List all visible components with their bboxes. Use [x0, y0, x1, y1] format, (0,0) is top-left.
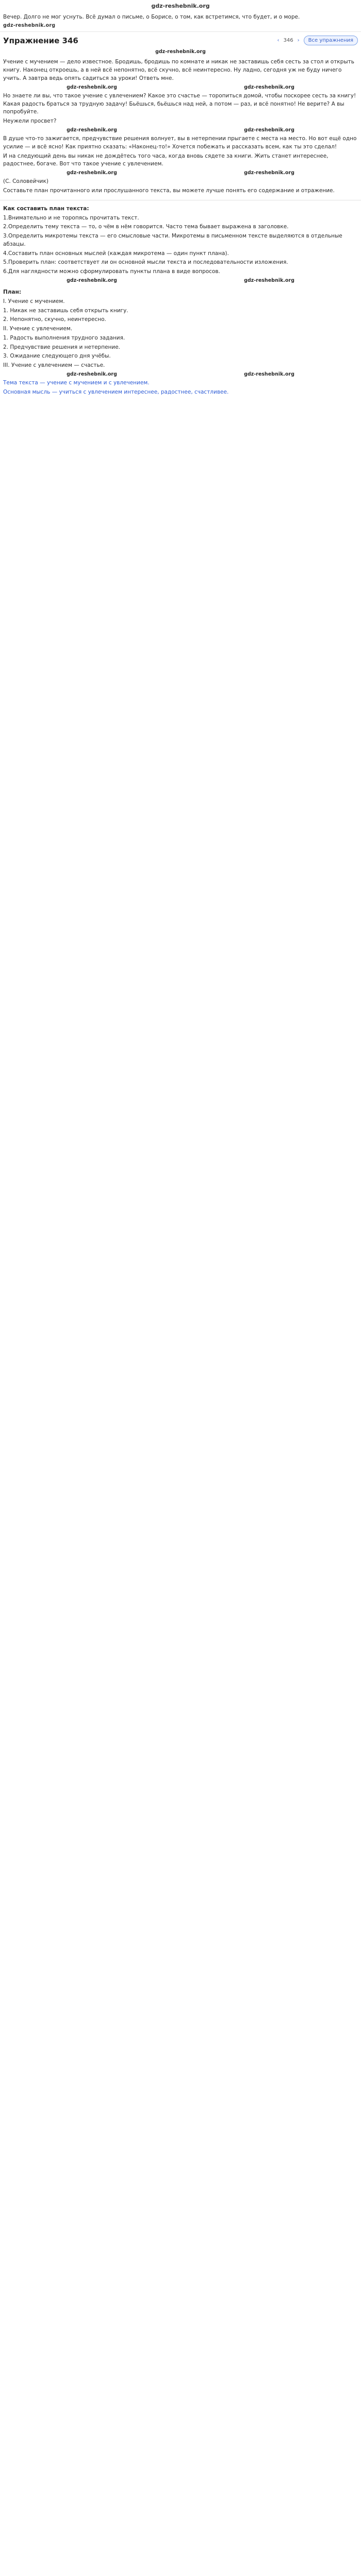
- exercise-number: 346: [283, 38, 293, 44]
- text-block: И на следующий день вы никак не дождётесь того часа, когда вновь сядете за книги. Жить станет интереснее, радостнее, богаче. Вот что такое учение с увлечением.: [3, 152, 329, 167]
- chevron-right-icon: ›: [297, 38, 300, 44]
- list-item: I. Учение с мучением.: [3, 298, 65, 304]
- watermark: gdz-reshebnik.org: [67, 170, 117, 176]
- list-item: 4.Составить план основных мыслей (каждая микротема — один пункт плана).: [3, 250, 229, 257]
- how-to-section: [0, 202, 361, 286]
- watermark: gdz-reshebnik.org: [244, 84, 294, 90]
- intro-section: [0, 11, 361, 31]
- next-exercise-button[interactable]: [298, 37, 300, 44]
- watermark: gdz-reshebnik.org: [3, 23, 56, 29]
- text-block: Но знаете ли вы, что такое учение с увлечением? Какое это счастье — торопиться домой, чтобы поскорее сесть за книгу! Какая радость браться за трудную задачу! Бьёшься, бьёшься над ней, а потом — раз, и всё понятно! Не верите? А вы попробуйте.: [3, 92, 356, 115]
- watermark-row: [3, 84, 358, 91]
- watermark-row: [3, 170, 358, 177]
- list-item: 6.Для наглядности можно сформулировать пункты плана в виде вопросов.: [3, 268, 220, 275]
- text-block: В душе что-то зажигается, предчувствие решения волнует, вы в нетерпении прыгаете с места на место. Но вот ещё одно усилие — и всё ясно! Как приятно сказать: «Наконец-то!» Хочется побежать и рассказать всем, как ты это сделал!: [3, 135, 357, 150]
- list-item: 3. Ожидание следующего дня учёбы.: [3, 353, 111, 360]
- watermark-row: [0, 48, 361, 56]
- watermark: gdz-reshebnik.org: [67, 84, 117, 90]
- how-to-heading: Как составить план текста:: [3, 205, 89, 212]
- watermark: gdz-reshebnik.org: [67, 277, 117, 283]
- watermark: gdz-reshebnik.org: [67, 371, 117, 377]
- intro-text: Вечер. Долго не мог уснуть. Всё думал о письме, о Борисе, о том, как встретимся, что будет, и о море.: [3, 13, 300, 20]
- watermark: gdz-reshebnik.org: [244, 127, 294, 133]
- top-watermark: gdz-reshebnik.org: [151, 3, 210, 9]
- text-block: Составьте план прочитанного или прослушанного текста, вы можете лучше понять его содержание и отражение.: [3, 188, 335, 194]
- watermark-row: [3, 127, 358, 134]
- list-item: 2. Предчувствие решения и нетерпение.: [3, 344, 121, 350]
- list-item: 1.Внимательно и не торопясь прочитать текст.: [3, 214, 139, 221]
- watermark: gdz-reshebnik.org: [244, 277, 294, 283]
- exercise-header: [0, 31, 361, 49]
- exercise-nav: [277, 36, 358, 45]
- chevron-left-icon: ‹: [277, 38, 280, 44]
- list-item: 1. Радость выполнения трудного задания.: [3, 334, 125, 341]
- steps-list: [3, 214, 358, 276]
- text-block: Неужели просвет?: [3, 118, 57, 124]
- list-item: II. Учение с увлечением.: [3, 326, 73, 332]
- main-idea-line: Основная мысль — учиться с увлечением интереснее, радостнее, счастливее.: [3, 388, 229, 395]
- watermark-row: [3, 371, 358, 378]
- text-section: [0, 56, 361, 198]
- list-item: 5.Проверить план: соответствует ли он основной мысли текста и последовательности изложения.: [3, 259, 288, 266]
- list-item: 2.Определить тему текста — то, о чём в нём говорится. Часто тема бывает выражена в заголовке.: [3, 224, 289, 230]
- all-exercises-button[interactable]: Все упражнения: [304, 36, 358, 45]
- text-block: Учение с мучением — дело известное. Бродишь, бродишь по комнате и никак не заставишь себя сесть за стол и открыть книгу. Наконец откроешь, а в ней всё непонятно, всё скучно, всё неинтересно. Ну ладно, сегодня уж не буду ничего учить. А завтра ведь опять садиться за уроки! Ответь мне.: [3, 59, 354, 81]
- exercise-title: Упражнение 346: [3, 36, 78, 45]
- plan-section: [0, 286, 361, 399]
- watermark: gdz-reshebnik.org: [155, 49, 206, 55]
- theme-line: Тема текста — учение с мучением и с увлечением.: [3, 380, 150, 386]
- author: (С. Соловейчик): [3, 178, 48, 185]
- prev-exercise-button[interactable]: [277, 37, 280, 44]
- plan-heading: План:: [3, 289, 22, 295]
- watermark-row: [3, 277, 358, 284]
- list-item: III. Учение с увлечением — счастье.: [3, 362, 105, 368]
- list-item: 3.Определить микротемы текста — его смысловые части. Микротемы в письменном тексте выделяются в отдельные абзацы.: [3, 233, 342, 247]
- list-item: 2. Непонятно, скучно, неинтересно.: [3, 316, 106, 323]
- plan-list: [3, 298, 358, 370]
- watermark: gdz-reshebnik.org: [67, 127, 117, 133]
- list-item: 1. Никак не заставишь себя открыть книгу.: [3, 307, 128, 314]
- watermark: gdz-reshebnik.org: [244, 170, 294, 176]
- watermark: gdz-reshebnik.org: [244, 371, 294, 377]
